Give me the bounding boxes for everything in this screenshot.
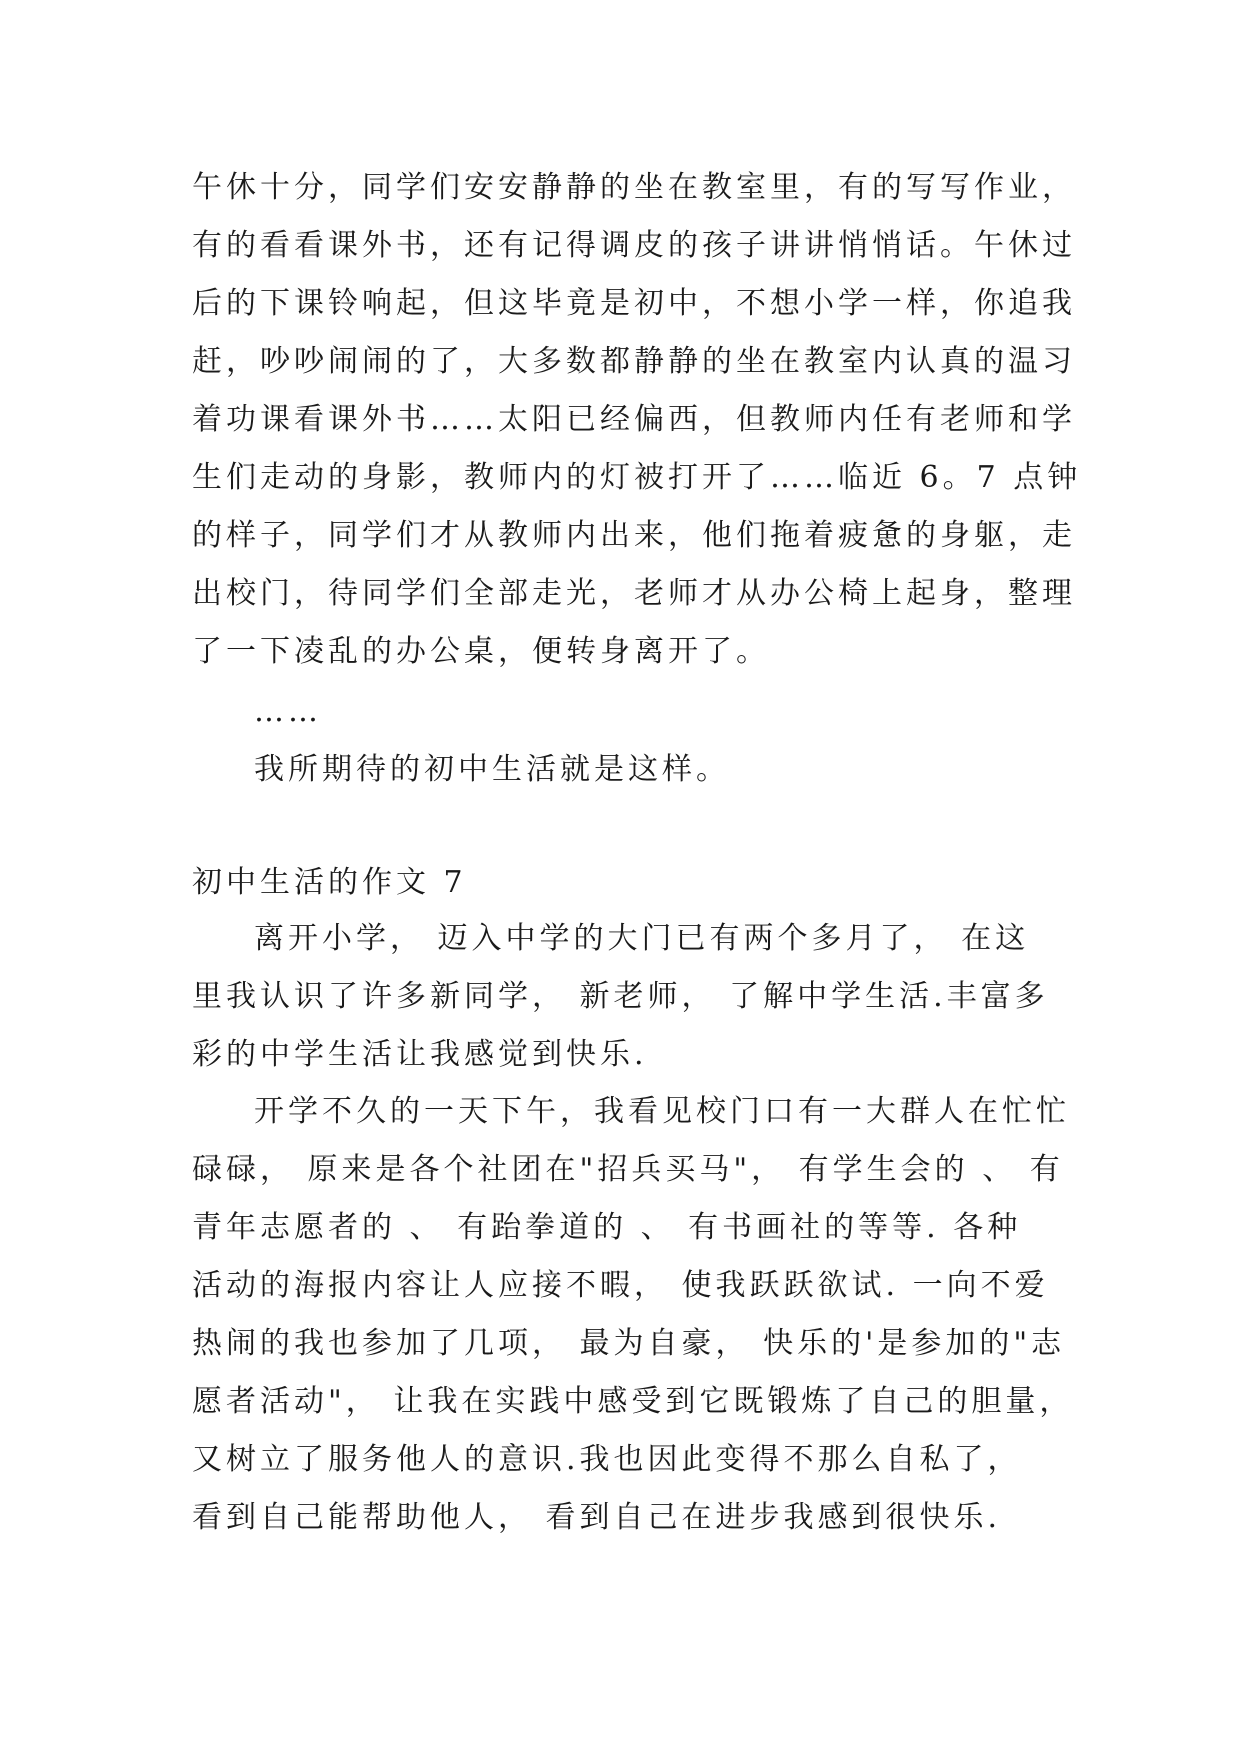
paragraph-line: 有的看看课外书，还有记得调皮的孩子讲讲悄悄话。午休过 xyxy=(192,228,1076,263)
paragraph-line: 活动的海报内容让人应接不暇， 使我跃跃欲试. 一向不爱 xyxy=(192,1268,1049,1303)
paragraph-line: 着功课看课外书……太阳已经偏西，但教师内任有老师和学 xyxy=(192,402,1076,437)
paragraph-line: 午休十分，同学们安安静静的坐在教室里，有的写写作业， xyxy=(192,170,1076,205)
paragraph-line: 看到自己能帮助他人， 看到自己在进步我感到很快乐. xyxy=(192,1500,1002,1535)
ellipsis-text: …… xyxy=(254,694,322,729)
paragraph-1 xyxy=(192,159,1082,681)
paragraph-line: 彩的中学生活让我感觉到快乐. xyxy=(192,1037,648,1072)
paragraph-line: 赶，吵吵闹闹的了，大多数都静静的坐在教室内认真的温习 xyxy=(192,344,1076,379)
paragraph-line: 碌碌， 原来是各个社团在"招兵买马"， 有学生会的 、 有 xyxy=(192,1152,1064,1187)
closing-text: 我所期待的初中生活就是这样。 xyxy=(254,752,730,787)
ellipsis-paragraph xyxy=(192,683,1072,741)
paragraph-line: 青年志愿者的 、 有跆拳道的 、 有书画社的等等. 各种 xyxy=(192,1210,1022,1245)
paragraph-2 xyxy=(192,910,1072,1084)
paragraph-line: 生们走动的身影，教师内的灯被打开了……临近 6。7 点钟 xyxy=(192,460,1082,495)
section-heading-text: 初中生活的作文 7 xyxy=(192,865,467,900)
paragraph-line: 出校门，待同学们全部走光，老师才从办公椅上起身，整理 xyxy=(192,576,1076,611)
paragraph-line: 开学不久的一天下午，我看见校门口有一大群人在忙忙 xyxy=(254,1094,1070,1129)
paragraph-line: 的样子，同学们才从教师内出来，他们拖着疲惫的身躯，走 xyxy=(192,518,1076,553)
paragraph-3 xyxy=(192,1083,1072,1547)
paragraph-line: 离开小学， 迈入中学的大门已有两个多月了， 在这 xyxy=(254,921,1030,956)
paragraph-line: 了一下凌乱的办公桌，便转身离开了。 xyxy=(192,634,770,669)
paragraph-line: 里我认识了许多新同学， 新老师， 了解中学生活.丰富多 xyxy=(192,979,1049,1014)
paragraph-line: 后的下课铃响起，但这毕竟是初中，不想小学一样，你追我 xyxy=(192,286,1076,321)
section-heading xyxy=(192,854,1072,912)
paragraph-line: 又树立了服务他人的意识.我也因此变得不那么自私了， xyxy=(192,1442,1022,1477)
paragraph-line: 愿者活动"， 让我在实践中感受到它既锻炼了自己的胆量， xyxy=(192,1384,1074,1419)
closing-paragraph xyxy=(192,741,1072,799)
paragraph-line: 热闹的我也参加了几项， 最为自豪， 快乐的'是参加的"志 xyxy=(192,1326,1066,1361)
